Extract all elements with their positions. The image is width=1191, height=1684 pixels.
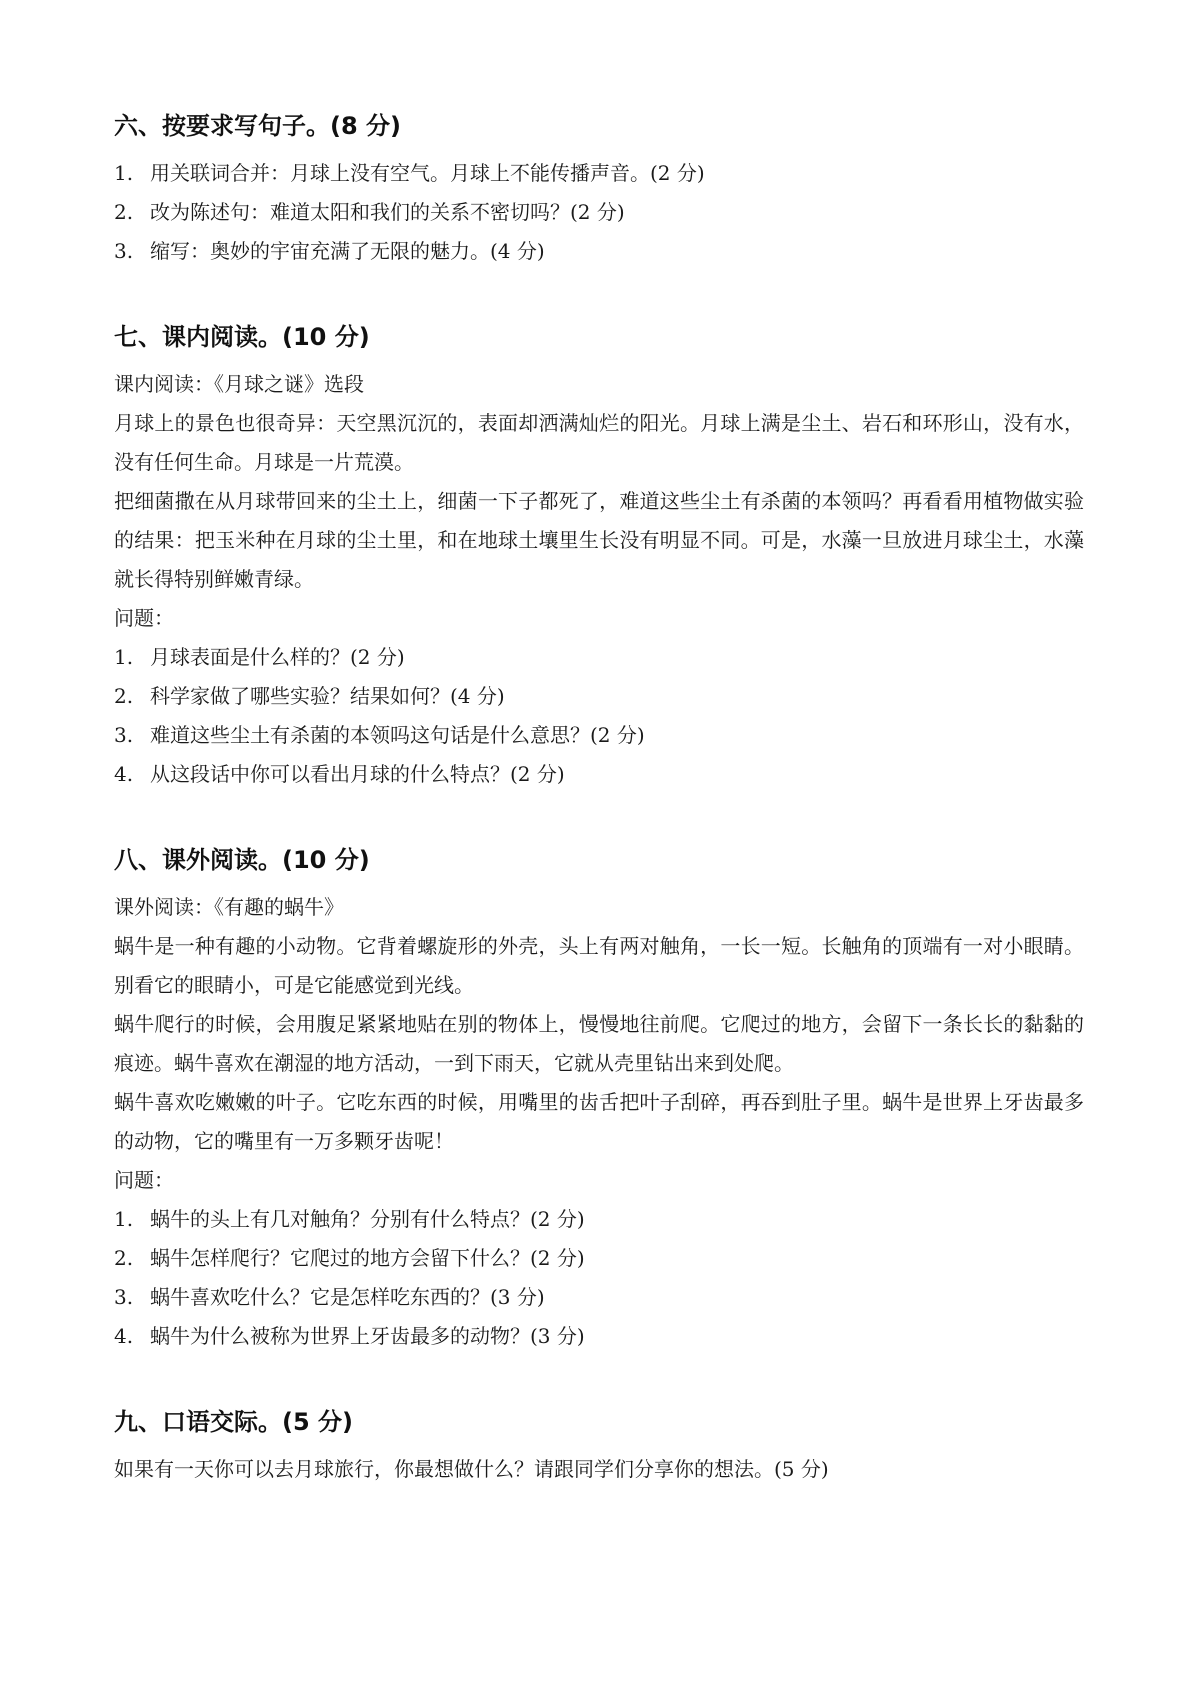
question-text: 蜗牛的头上有几对触角？分别有什么特点？(2 分) <box>150 1207 585 1231</box>
reading-paragraph: 把细菌撒在从月球带回来的尘土上，细菌一下子都死了，难道这些尘土有杀菌的本领吗？再看看用植物做实验的结果：把玉米种在月球的尘土里，和在地球土壤里生长没有明显不同。可是，水藻一旦放进月球尘土，水藻就长得特别鲜嫩青绿。 <box>114 489 1084 591</box>
section-heading: 六、按要求写句子。(8 分) <box>114 112 401 140</box>
question-text: 难道这些尘土有杀菌的本领吗这句话是什么意思？(2 分) <box>150 723 645 747</box>
question-item <box>114 755 1084 794</box>
question-text: 科学家做了哪些实验？结果如何？(4 分) <box>150 684 505 708</box>
section-extracurricular-reading <box>114 842 1084 1356</box>
section-heading: 八、课外阅读。(10 分) <box>114 846 370 874</box>
section-heading: 七、课内阅读。(10 分) <box>114 323 370 351</box>
question-number: 3. <box>114 1285 134 1309</box>
question-item <box>114 638 1084 677</box>
question-item <box>114 1278 1084 1317</box>
section-in-class-reading <box>114 319 1084 794</box>
question-item <box>114 232 1084 271</box>
question-number: 3. <box>114 239 134 263</box>
reading-paragraph: 月球上的景色也很奇异：天空黑沉沉的，表面却洒满灿烂的阳光。月球上满是尘土、岩石和环形山，没有水，没有任何生命。月球是一片荒漠。 <box>114 411 1084 474</box>
question-text: 用关联词合并：月球上没有空气。月球上不能传播声音。(2 分) <box>150 161 705 185</box>
question-number: 2. <box>114 684 134 708</box>
reading-paragraph: 蜗牛是一种有趣的小动物。它背着螺旋形的外壳，头上有两对触角，一长一短。长触角的顶端有一对小眼睛。别看它的眼睛小，可是它能感觉到光线。 <box>114 934 1084 997</box>
question-text: 蜗牛喜欢吃什么？它是怎样吃东西的？(3 分) <box>150 1285 545 1309</box>
question-text: 月球表面是什么样的？(2 分) <box>150 645 405 669</box>
reading-source: 课外阅读：《有趣的蜗牛》 <box>114 895 344 919</box>
question-item <box>114 193 1084 232</box>
question-number: 1. <box>114 1207 134 1231</box>
question-number: 1. <box>114 161 134 185</box>
section-sentence-writing <box>114 108 1084 271</box>
question-text: 从这段话中你可以看出月球的什么特点？(2 分) <box>150 762 565 786</box>
question-text: 改为陈述句：难道太阳和我们的关系不密切吗？(2 分) <box>150 200 625 224</box>
question-label: 问题： <box>114 1168 174 1192</box>
question-number: 4. <box>114 762 134 786</box>
question-number: 2. <box>114 1246 134 1270</box>
reading-paragraph: 蜗牛爬行的时候，会用腹足紧紧地贴在别的物体上，慢慢地往前爬。它爬过的地方，会留下一条长长的黏黏的痕迹。蜗牛喜欢在潮湿的地方活动，一到下雨天，它就从壳里钻出来到处爬。 <box>114 1012 1084 1075</box>
question-number: 2. <box>114 200 134 224</box>
question-text: 缩写：奥妙的宇宙充满了无限的魅力。(4 分) <box>150 239 545 263</box>
reading-source: 课内阅读：《月球之谜》选段 <box>114 372 364 396</box>
oral-prompt: 如果有一天你可以去月球旅行，你最想做什么？请跟同学们分享你的想法。(5 分) <box>114 1457 829 1481</box>
question-text: 蜗牛怎样爬行？它爬过的地方会留下什么？(2 分) <box>150 1246 585 1270</box>
question-number: 3. <box>114 723 134 747</box>
reading-paragraph: 蜗牛喜欢吃嫩嫩的叶子。它吃东西的时候，用嘴里的齿舌把叶子刮碎，再吞到肚子里。蜗牛是世界上牙齿最多的动物，它的嘴里有一万多颗牙齿呢！ <box>114 1090 1084 1153</box>
question-number: 1. <box>114 645 134 669</box>
question-item <box>114 677 1084 716</box>
exam-content <box>114 108 1084 1537</box>
question-text: 蜗牛为什么被称为世界上牙齿最多的动物？(3 分) <box>150 1324 585 1348</box>
question-item <box>114 154 1084 193</box>
section-heading: 九、口语交际。(5 分) <box>114 1408 353 1436</box>
question-item <box>114 1239 1084 1278</box>
question-item <box>114 716 1084 755</box>
question-item <box>114 1200 1084 1239</box>
question-item <box>114 1317 1084 1356</box>
question-label: 问题： <box>114 606 174 630</box>
section-oral-communication <box>114 1404 1084 1489</box>
question-number: 4. <box>114 1324 134 1348</box>
